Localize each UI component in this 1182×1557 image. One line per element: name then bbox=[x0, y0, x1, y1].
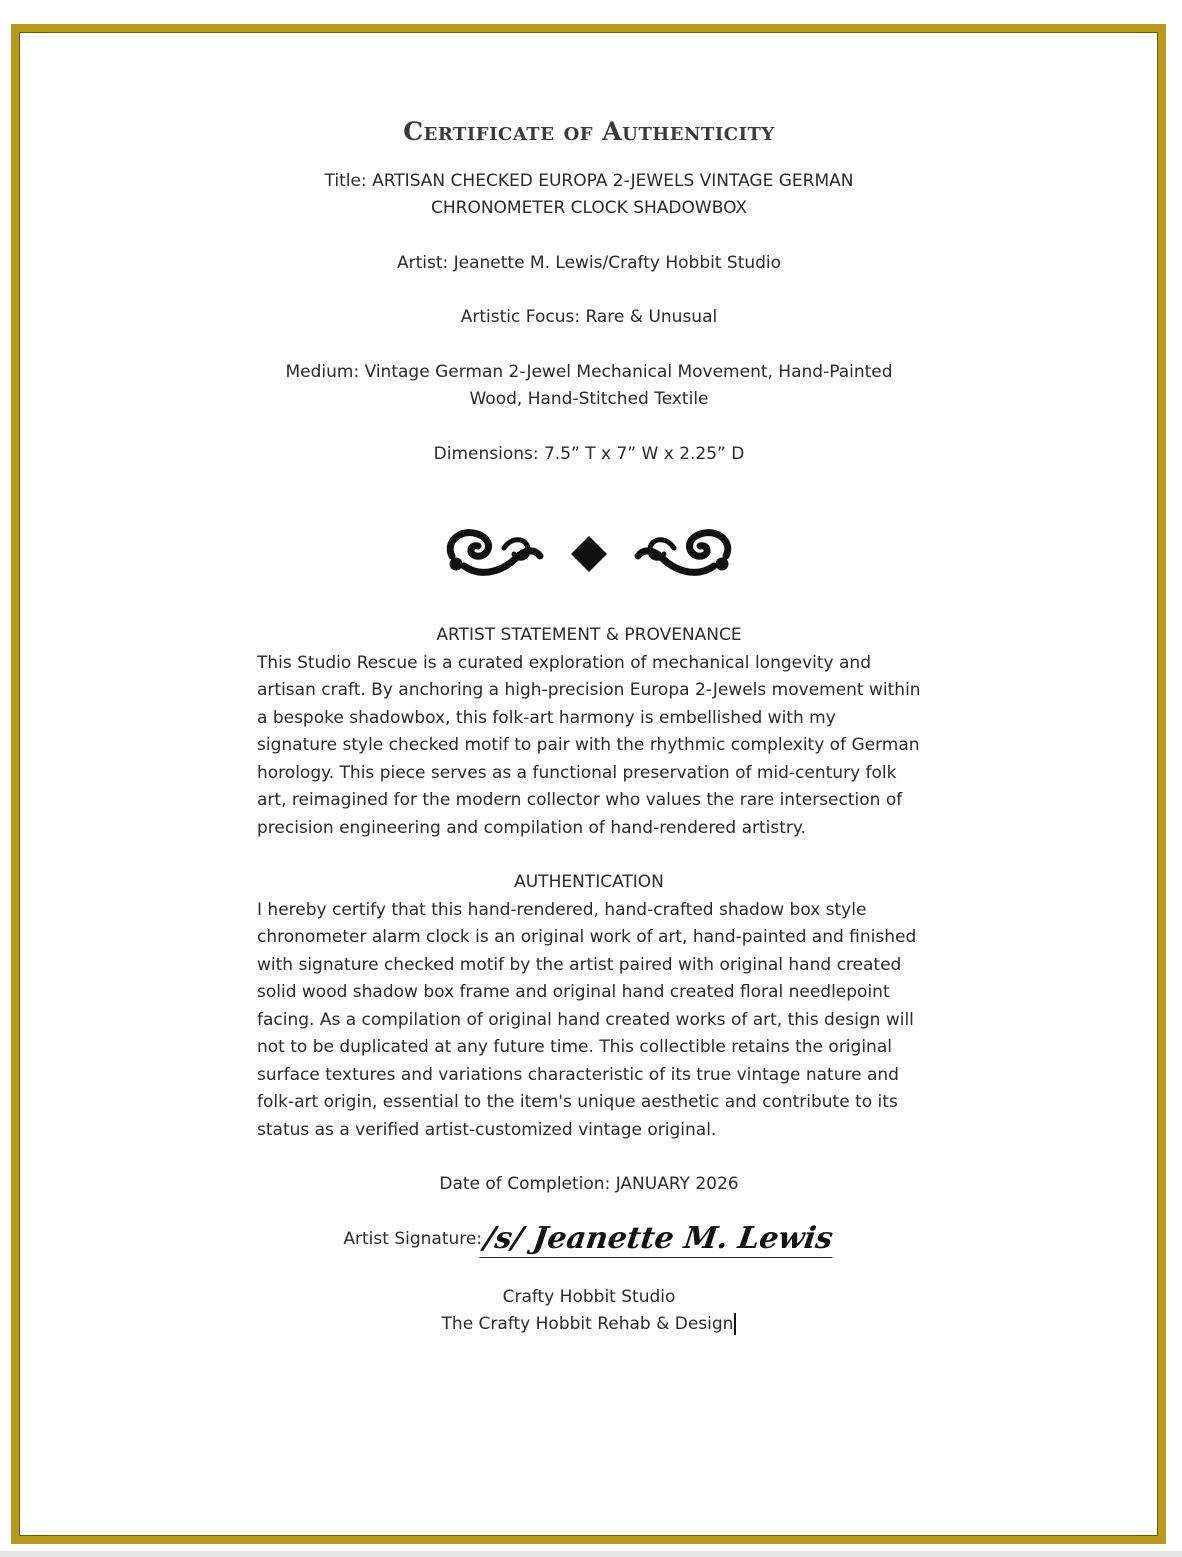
scroll-ornament-divider bbox=[257, 518, 921, 588]
studio-tagline: The Crafty Hobbit Rehab & Design bbox=[441, 1314, 734, 1334]
certificate-content bbox=[257, 118, 921, 1339]
studio-footer bbox=[257, 1284, 921, 1339]
statement-text: This Studio Rescue is a curated exploration of mechanical longevity and artisan craft. By anchoring a high-precision Europa 2-Jewels movement within a bespoke shadowbox, this folk-art harmony is embellished with my signature style checked motif to pair with the rhythmic complexity of German horology. This piece serves as a functional preservation of mid-century folk art, reimagined for the modern collector who values the rare intersection of precision engineering and compilation of hand-rendered artistry. bbox=[257, 652, 921, 838]
flourish-divider-icon bbox=[444, 518, 734, 588]
signature-row bbox=[257, 1221, 921, 1258]
document-bottom-edge bbox=[0, 1551, 1182, 1557]
statement-title: ARTIST STATEMENT & PROVENANCE bbox=[436, 625, 742, 645]
authentication-title: AUTHENTICATION bbox=[514, 872, 664, 892]
completion-date: Date of Completion: JANUARY 2026 bbox=[439, 1174, 739, 1194]
text-cursor bbox=[734, 1313, 736, 1335]
left-scroll-icon bbox=[450, 533, 540, 573]
authentication-text: I hereby certify that this hand-rendered, hand-crafted shadow box style chronometer alarm clock is an original work of art, hand-painted and finished with signature checked motif by the artist paired with original hand created solid wood shadow box frame and original hand created floral needlepoint facing. As a compilation of original hand created works of art, this design will not to be duplicated at any future time. This collectible retains the original surface textures and variations characteristic of its true vintage nature and folk-art origin, essential to the item's unique aesthetic and contribute to its status as a verified artist-customized vintage original. bbox=[257, 899, 917, 1140]
diamond-icon bbox=[571, 536, 607, 572]
studio-name: Crafty Hobbit Studio bbox=[502, 1286, 676, 1307]
signature-label: Artist Signature: bbox=[343, 1228, 483, 1249]
dimensions-field: Dimensions: 7.5” T x 7” W x 2.25” D bbox=[433, 443, 745, 464]
right-scroll-icon bbox=[638, 533, 728, 573]
artist-field: Artist: Jeanette M. Lewis/Crafty Hobbit Studio bbox=[396, 252, 782, 273]
title-field: Title: ARTISAN CHECKED EUROPA 2-JEWELS VINTAGE GERMAN CHRONOMETER CLOCK SHADOWBOX bbox=[324, 170, 854, 218]
medium-field: Medium: Vintage German 2-Jewel Mechanical Movement, Hand-Painted Wood, Hand-Stitched Textile bbox=[285, 361, 893, 409]
certificate-heading: Certificate of Authenticity bbox=[403, 117, 775, 146]
artist-signature: /s/ Jeanette M. Lewis bbox=[479, 1221, 837, 1258]
focus-field: Artistic Focus: Rare & Unusual bbox=[460, 307, 718, 327]
studio-tagline-line[interactable] bbox=[257, 1311, 921, 1339]
